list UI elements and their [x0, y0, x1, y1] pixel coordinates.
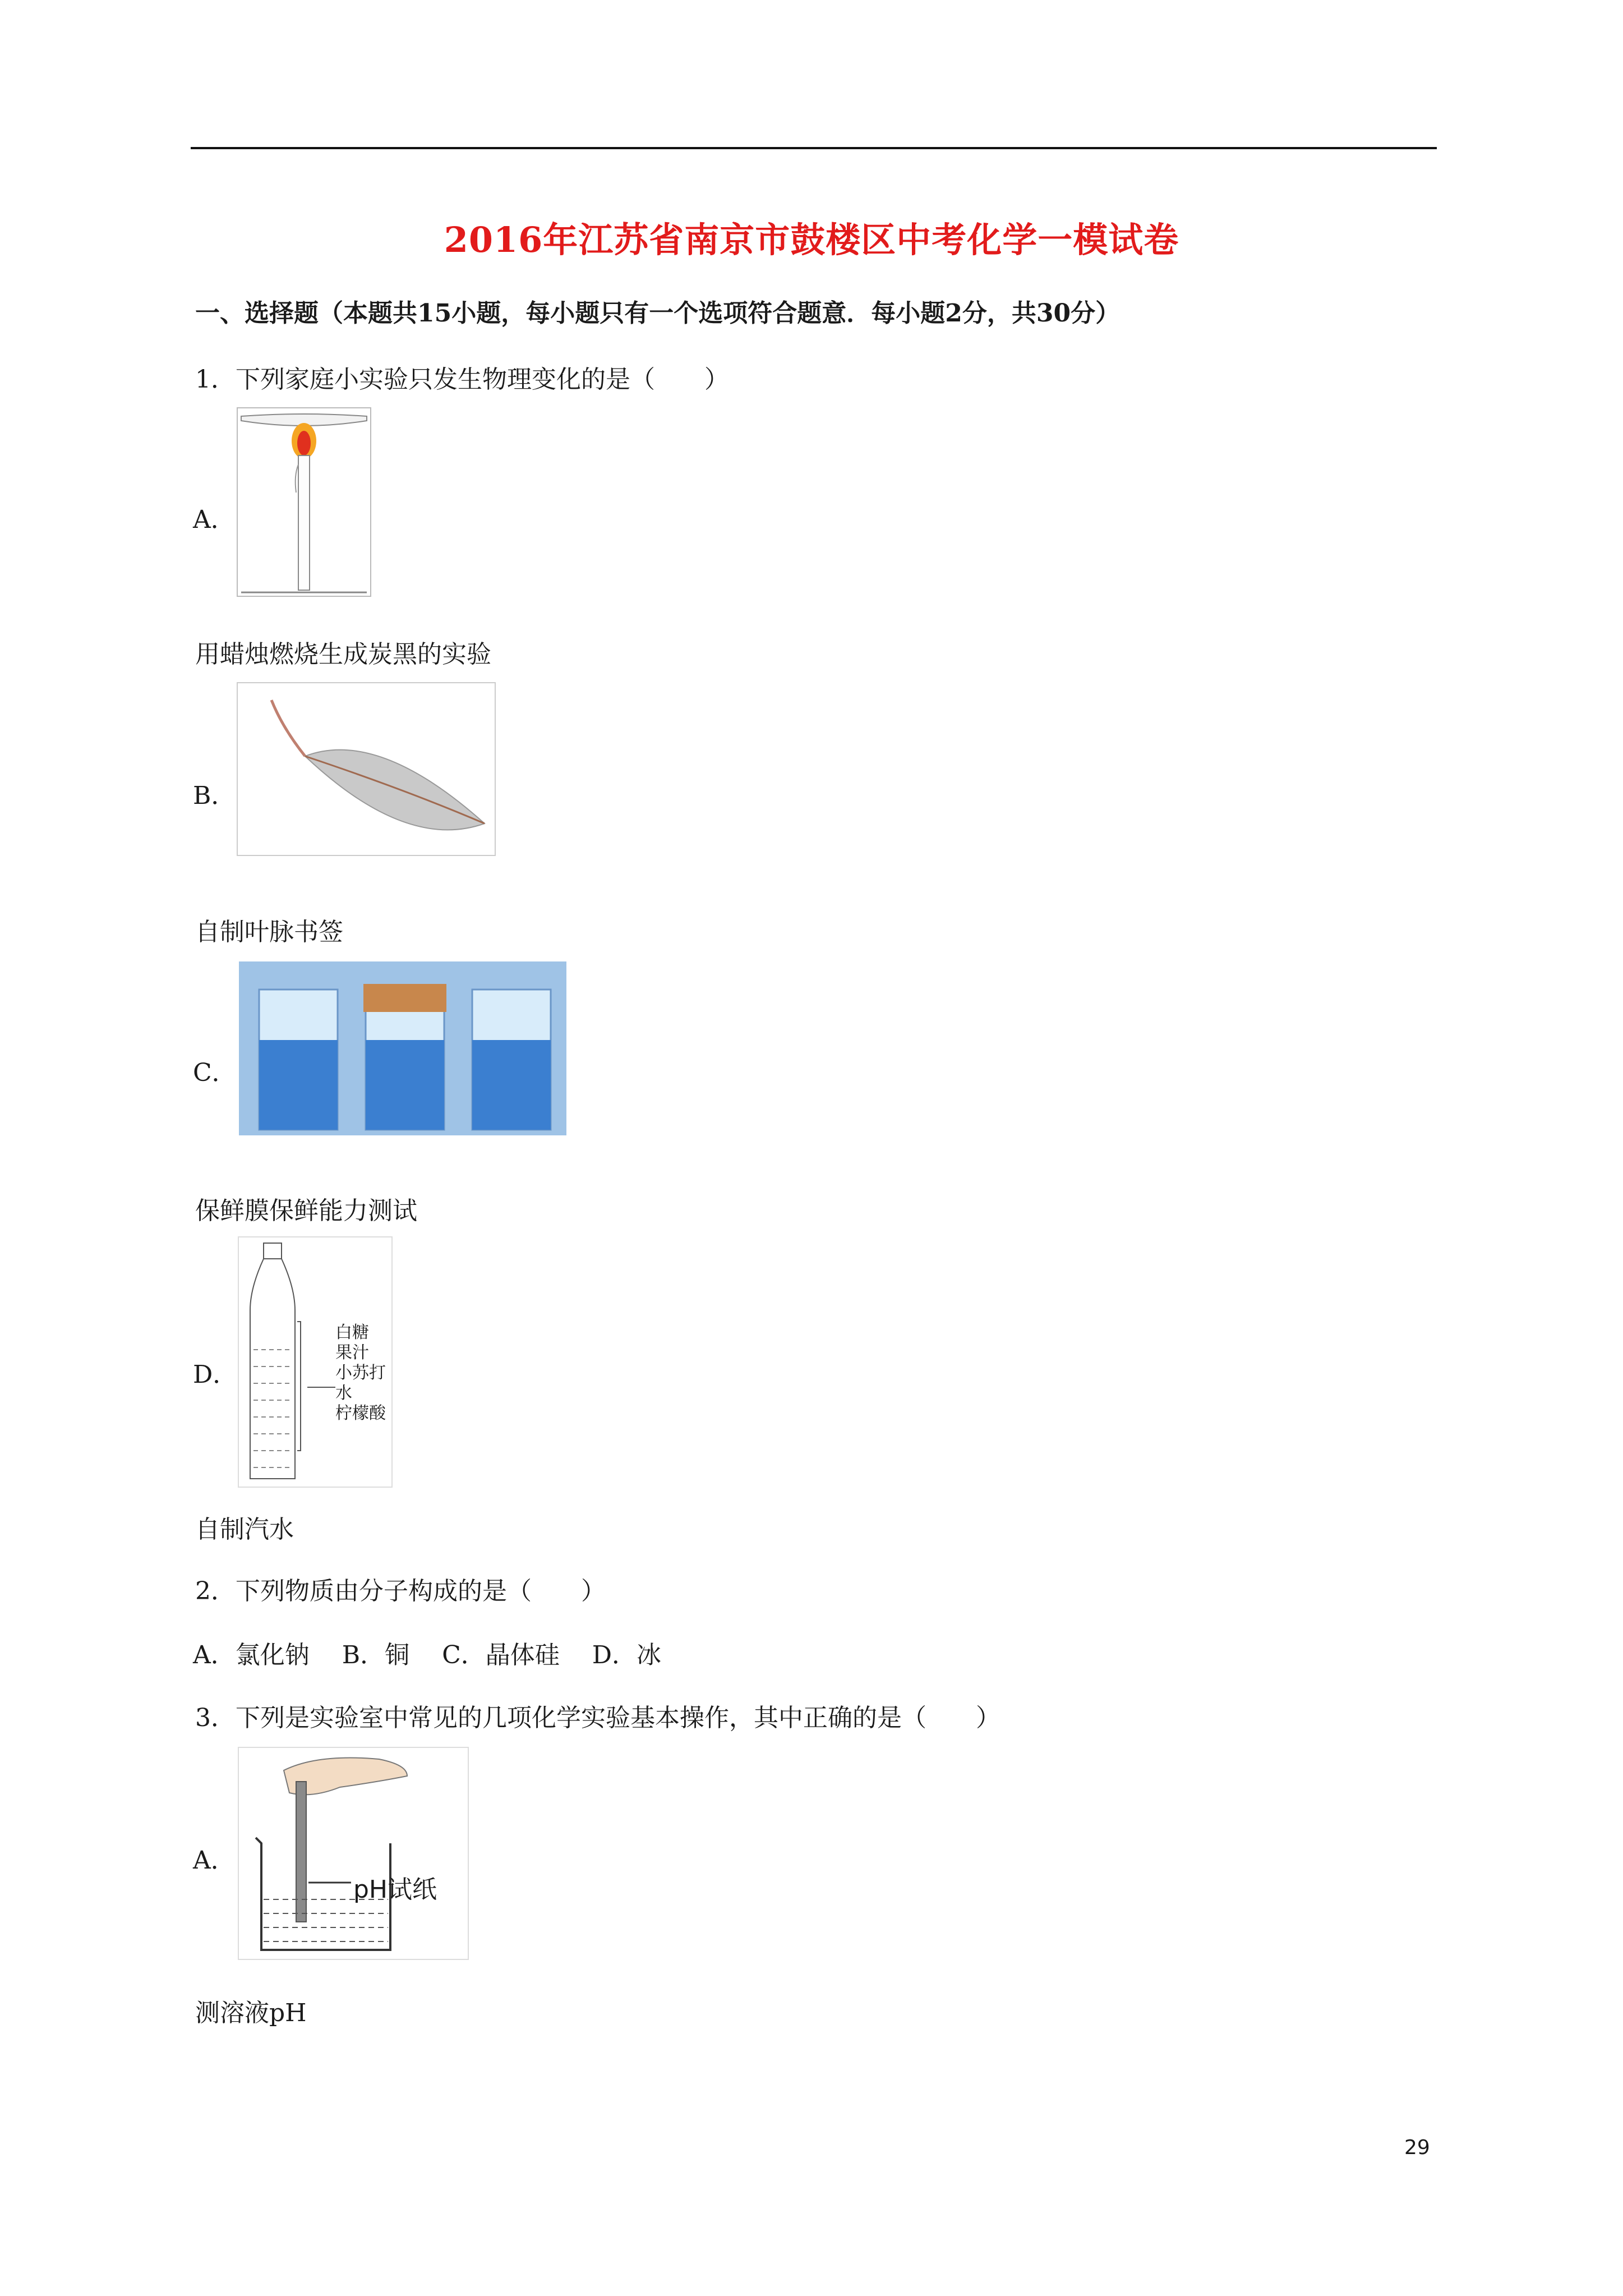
q3-option-a-caption: 测溶液pH — [195, 1999, 307, 2027]
q3-stem: 3．下列是实验室中常见的几项化学实验基本操作，其中正确的是（ ） — [195, 1704, 1000, 1732]
q1-stem: 1．下列家庭小实验只发生物理变化的是（ ） — [195, 365, 729, 394]
section-heading: 一、选择题（本题共15小题，每小题只有一个选项符合题意．每小题2分，共30分） — [195, 299, 1121, 328]
beakers-figure — [239, 961, 566, 1135]
q3-option-a-label: A． — [193, 1846, 236, 1875]
q1-option-d-caption: 自制汽水 — [195, 1515, 294, 1544]
soda-ingredient-label: 白糖 — [335, 1323, 369, 1342]
leaf-figure — [237, 682, 496, 856]
soda-ingredient-label: 小苏打 — [335, 1363, 386, 1383]
ph-test-figure — [238, 1747, 469, 1960]
q1-option-a-caption: 用蜡烛燃烧生成炭黑的实验 — [195, 640, 491, 669]
q1-option-b-label: B． — [193, 781, 236, 810]
soda-ingredient-label: 柠檬酸 — [335, 1404, 386, 1423]
header-rule — [191, 147, 1437, 149]
soda-ingredient-label: 水 — [335, 1383, 352, 1403]
ph-paper-label: pH试纸 — [353, 1875, 437, 1904]
q1-option-c-label: C． — [193, 1059, 237, 1087]
q1-option-b-caption: 自制叶脉书签 — [195, 918, 343, 946]
q1-option-c-caption: 保鲜膜保鲜能力测试 — [195, 1197, 417, 1225]
q2-options: A．氯化钠 B．铜 C．晶体硅 D．冰 — [193, 1641, 662, 1669]
soda-ingredient-label: 果汁 — [335, 1343, 369, 1363]
q2-stem: 2．下列物质由分子构成的是（ ） — [195, 1577, 606, 1605]
q1-option-d-label: D． — [193, 1360, 238, 1389]
pointer-line — [307, 1387, 335, 1388]
soda-bottle-figure — [238, 1236, 393, 1488]
page-number: 29 — [1404, 2136, 1430, 2159]
page-title: 2016年江苏省南京市鼓楼区中考化学一模试卷 — [444, 219, 1179, 260]
candle-figure — [237, 407, 371, 597]
q1-option-a-label: A． — [193, 505, 236, 534]
